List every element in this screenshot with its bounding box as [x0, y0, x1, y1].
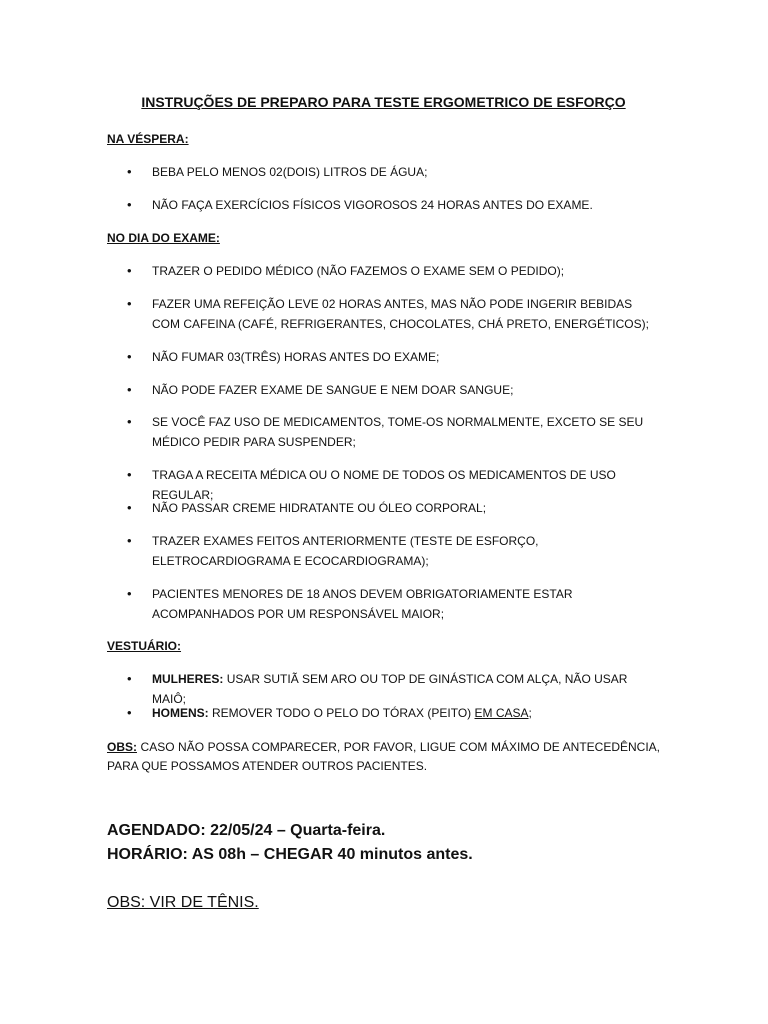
homens-text: REMOVER TODO O PELO DO TÓRAX (PEITO) — [212, 706, 472, 720]
obs-paragraph — [107, 738, 660, 776]
section-heading-dia-do-exame: NO DIA DO EXAME: — [107, 231, 220, 245]
list-item-text — [152, 703, 660, 723]
agendado-line: AGENDADO: 22/05/24 – Quarta-feira. — [107, 822, 386, 839]
bullet-icon: • — [127, 263, 132, 278]
mulheres-label: MULHERES: — [152, 672, 224, 686]
horario-line: HORÁRIO: AS 08h – CHEGAR 40 minutos antes. — [107, 846, 473, 863]
bullet-icon: • — [127, 467, 132, 482]
bullet-icon: • — [127, 197, 132, 212]
bullet-icon: • — [127, 500, 132, 515]
bullet-icon: • — [127, 349, 132, 364]
section-heading-vestuario: VESTUÁRIO: — [107, 639, 182, 653]
list-item-text: PACIENTES MENORES DE 18 ANOS DEVEM OBRIGATORIAMENTE ESTAR ACOMPANHADOS POR UM RESPONSÁVEL MAIOR; — [152, 587, 573, 621]
list-item-text: SE VOCÊ FAZ USO DE MEDICAMENTOS, TOME-OS NORMALMENTE, EXCETO SE SEU MÉDICO PEDIR PARA SUSPENDER; — [152, 415, 644, 449]
list-item-text: NÃO PODE FAZER EXAME DE SANGUE E NEM DOAR SANGUE; — [152, 383, 514, 397]
bullet-icon: • — [127, 705, 132, 720]
bullet-icon: • — [127, 586, 132, 601]
list-item-text: FAZER UMA REFEIÇÃO LEVE 02 HORAS ANTES, MAS NÃO PODE INGERIR BEBIDAS COM CAFEINA (CAFÉ, REFRIGERANTES, CHOCOLATES, CHÁ PRETO, ENERGÉTICOS); — [152, 297, 649, 331]
list-item-text: TRAGA A RECEITA MÉDICA OU O NOME DE TODOS OS MEDICAMENTOS DE USO REGULAR; — [152, 468, 616, 502]
bullet-icon: • — [127, 296, 132, 311]
list-item-text: TRAZER EXAMES FEITOS ANTERIORMENTE (TESTE DE ESFORÇO, ELETROCARDIOGRAMA E ECOCARDIOGRAMA); — [152, 534, 539, 568]
document-title: INSTRUÇÕES DE PREPARO PARA TESTE ERGOMETRICO DE ESFORÇO — [141, 94, 626, 110]
obs-text: CASO NÃO POSSA COMPARECER, POR FAVOR, LIGUE COM MÁXIMO DE ANTECEDÊNCIA, PARA QUE POSSAMOS ATENDER OUTROS PACIENTES. — [107, 740, 660, 773]
section-heading-vespera: NA VÉSPERA: — [107, 132, 189, 146]
obs-tenis-line: OBS: VIR DE TÊNIS. — [107, 894, 259, 911]
list-item-text: NÃO FAÇA EXERCÍCIOS FÍSICOS VIGOROSOS 24 HORAS ANTES DO EXAME. — [152, 198, 593, 212]
list-item-text: BEBA PELO MENOS 02(DOIS) LITROS DE ÁGUA; — [152, 165, 428, 179]
list-item-text: NÃO PASSAR CREME HIDRATANTE OU ÓLEO CORPORAL; — [152, 501, 487, 515]
bullet-icon: • — [127, 164, 132, 179]
list-item-text: NÃO FUMAR 03(TRÊS) HORAS ANTES DO EXAME; — [152, 350, 440, 364]
bullet-icon: • — [127, 533, 132, 548]
bullet-icon: • — [127, 414, 132, 429]
homens-end: ; — [528, 706, 532, 720]
bullet-icon: • — [127, 671, 132, 686]
list-item-text: TRAZER O PEDIDO MÉDICO (NÃO FAZEMOS O EXAME SEM O PEDIDO); — [152, 264, 565, 278]
mulheres-text: USAR SUTIÃ SEM ARO OU TOP DE GINÁSTICA COM ALÇA, NÃO USAR MAIÔ; — [152, 672, 628, 706]
homens-label: HOMENS: — [152, 706, 209, 720]
bullet-icon: • — [127, 382, 132, 397]
homens-underlined-text: EM CASA — [474, 706, 529, 720]
obs-label: OBS: — [107, 740, 137, 754]
